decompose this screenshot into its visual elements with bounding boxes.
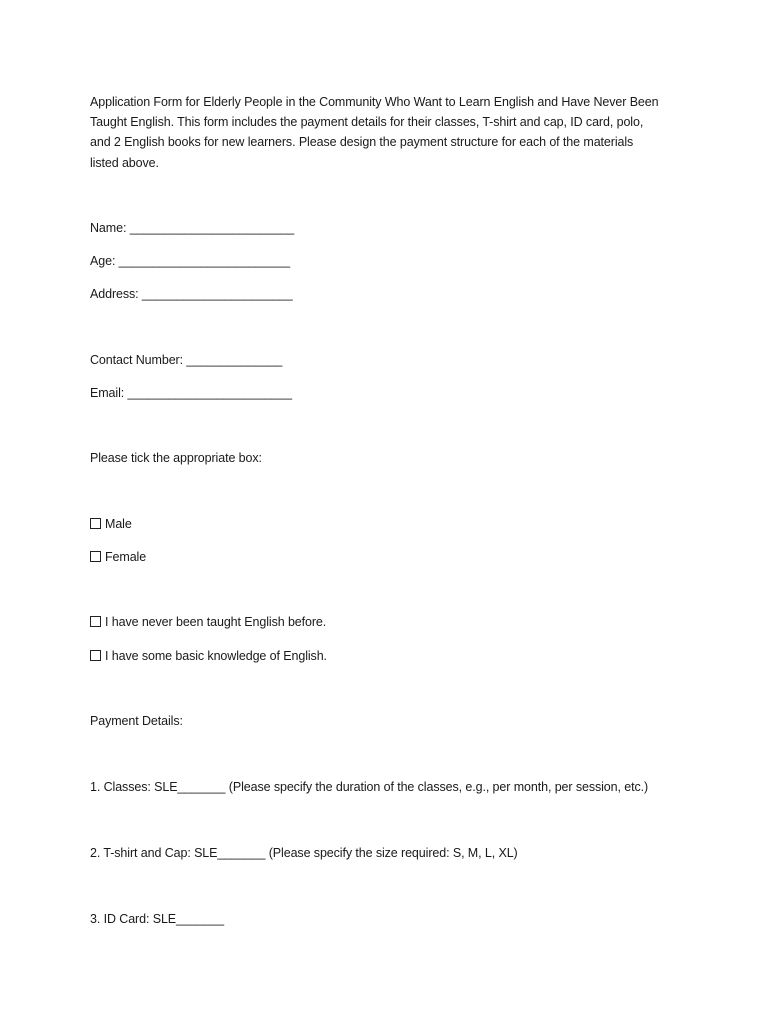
tick-instruction: Please tick the appropriate box: (90, 451, 262, 465)
female-option[interactable] (90, 547, 146, 567)
female-label: Female (105, 550, 147, 564)
email-field[interactable]: Email: ________________________ (90, 386, 292, 400)
payment-item-id-card[interactable]: 3. ID Card: SLE_______ (90, 912, 225, 926)
male-checkbox[interactable] (90, 518, 101, 529)
intro-line-2: Taught English. This form includes the payment details for their classes, T-shirt and cap, ID card, polo, (90, 115, 644, 130)
male-label: Male (105, 517, 132, 531)
never-taught-checkbox[interactable] (90, 616, 101, 627)
payment-heading: Payment Details: (90, 714, 183, 728)
intro-paragraph (90, 92, 690, 173)
address-field[interactable]: Address: ______________________ (90, 287, 293, 301)
intro-line-3: and 2 English books for new learners. Please design the payment structure for each of the materials (90, 135, 634, 150)
basic-knowledge-label: I have some basic knowledge of English. (105, 649, 327, 663)
basic-knowledge-option[interactable] (90, 646, 327, 666)
intro-line-1: Application Form for Elderly People in the Community Who Want to Learn English and Have Never Been (90, 95, 659, 109)
contact-number-field[interactable]: Contact Number: ______________ (90, 353, 283, 367)
never-taught-label: I have never been taught English before. (105, 615, 327, 629)
never-taught-option[interactable] (90, 612, 326, 632)
male-option[interactable] (90, 514, 132, 534)
payment-item-tshirt-cap[interactable]: 2. T-shirt and Cap: SLE_______ (Please specify the size required: S, M, L, XL) (90, 846, 518, 860)
female-checkbox[interactable] (90, 551, 101, 562)
intro-line-4: listed above. (90, 155, 159, 170)
payment-item-classes[interactable]: 1. Classes: SLE_______ (Please specify the duration of the classes, e.g., per month, per session, etc.) (90, 780, 649, 794)
age-field[interactable]: Age: _________________________ (90, 254, 290, 268)
basic-knowledge-checkbox[interactable] (90, 650, 101, 661)
name-field[interactable]: Name: ________________________ (90, 221, 295, 235)
